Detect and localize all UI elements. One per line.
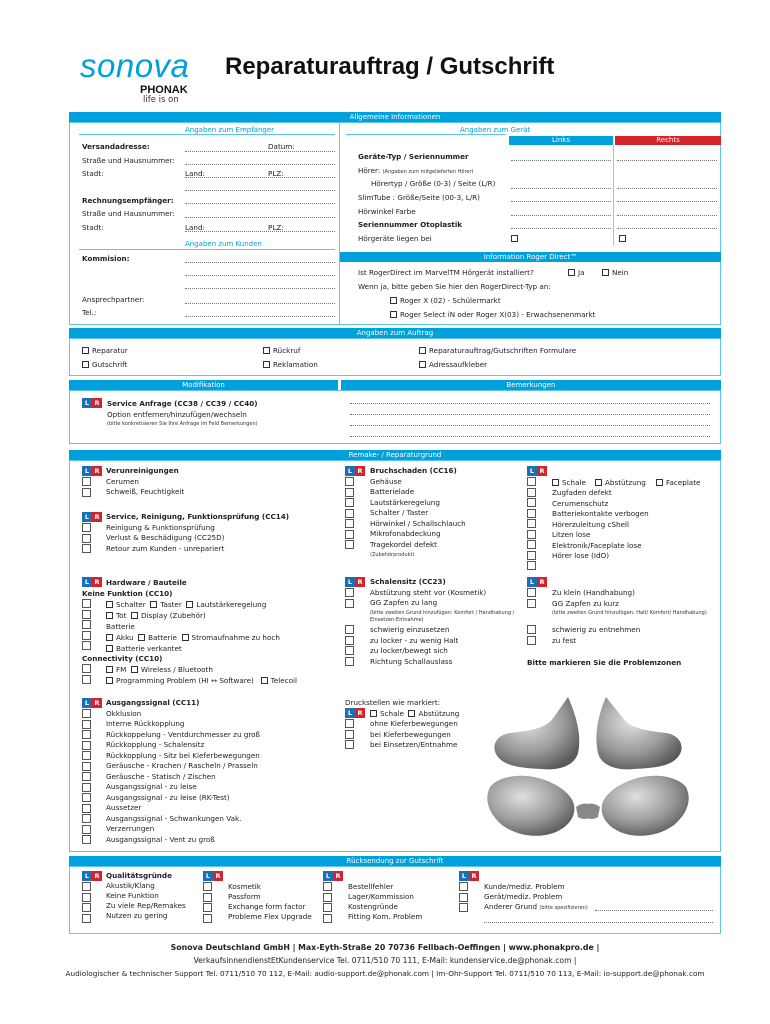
order-forms[interactable]: Reparaturauftrag/Gutschriften Formulare — [419, 346, 576, 355]
g2-lr[interactable]: L R — [203, 871, 223, 881]
rechts-header: Rechts — [615, 136, 721, 145]
hardware-lr[interactable]: L R — [82, 577, 102, 587]
receiver-type-label: Hörertyp / Größe (0-3) / Seite (L/R) — [371, 179, 496, 188]
device-type-label: Geräte-Typ / Seriennummer — [358, 152, 469, 161]
country-label: Land: — [185, 169, 205, 178]
cosmetic-list: Kosmetik Passform Exchange form factor Probleme Flex Upgrade — [228, 882, 312, 921]
verun-list: Verunreinigungen Cerumen Schweiß, Feuchtigkeit — [106, 466, 185, 496]
contact-label: Ansprechpartner: — [82, 295, 145, 304]
footer-support: Audiologischer & technischer Support Tel. 0711/510 70 112, E-Mail: audio-support.de@phonak.com | Im-Ohr-Support Tel. 0711/510 70 113, E-Mail: io-support.de@phonak.com — [65, 969, 705, 978]
modification-bar: Modifikation — [69, 380, 338, 390]
serial-otoplastic-label: Seriennummer Otoplastik — [358, 220, 463, 229]
zip-label: PLZ: — [268, 169, 284, 178]
hand-list2: schwierig zu entnehmen zu fest — [552, 625, 641, 645]
order-credit[interactable]: Gutschrift — [82, 360, 127, 369]
enclosed-left-checkbox[interactable] — [511, 234, 521, 243]
page-title: Reparaturauftrag / Gutschrift — [225, 53, 555, 80]
quality-list: Qualitätsgründe Akustik/Klang Keine Funktion Zu viele Rep/Remakes Nutzen zu gering — [106, 871, 186, 920]
hw-row2[interactable]: Tot Display (Zubehör) — [106, 611, 206, 620]
hw-row4[interactable]: Batterie verkantet — [106, 644, 182, 653]
order-bar: Angaben zum Auftrag — [69, 328, 721, 338]
verun-lr[interactable]: L R — [82, 466, 102, 476]
sitz-list2: schwierig einzusetzen zu locker - zu wenig Halt zu locker/bewegt sich Richtung Schallauslass — [370, 625, 459, 666]
phonak-logo: PHONAK — [140, 84, 188, 96]
city-label: Stadt: — [82, 169, 104, 178]
slimtube-label: SlimTube : Größe/Seite (00-3, L/R) — [358, 193, 480, 202]
connectivity-title: Connectivity (CC10) — [82, 654, 163, 663]
g3-lr[interactable]: L R — [323, 871, 343, 881]
order-complaint[interactable]: Reklamation — [263, 360, 318, 369]
date-label: Datum: — [268, 142, 295, 151]
tagline: life is on — [143, 95, 179, 105]
medical-list: Kunde/mediz. Problem Gerät/mediz. Problem Anderer Grund (bitte spezifizieren) — [484, 882, 588, 911]
batterie-label: Batterie — [106, 622, 135, 631]
billing-label: Rechnungsempfänger: — [82, 196, 174, 205]
druck-list: ohne Kieferbewegungen bei Kieferbewegungen bei Einsetzen/Entnahme — [370, 719, 458, 749]
angle-color-label: Hörwinkel Farbe — [358, 207, 416, 216]
hw-row6[interactable]: Programming Problem (HI ↔ Software) Telecoil — [106, 676, 297, 685]
footer-company: Sonova Deutschland GmbH | Max-Eyth-Straße 20 70736 Fellbach-Oeffingen | www.phonakpro.de | — [170, 943, 600, 952]
commission-label: Kommision: — [82, 254, 130, 263]
ausgang-lr[interactable]: L R — [82, 698, 102, 708]
kf-title: Keine Funktion (CC10) — [82, 589, 173, 598]
service-lr[interactable]: L R — [82, 512, 102, 522]
roger-bar: Information Roger Direct™ — [340, 252, 721, 262]
hardware-title: Hardware / Bauteile — [106, 578, 187, 587]
recipient-heading: Angaben zum Empfänger — [185, 126, 275, 134]
druck-title: Druckstellen wie markiert: — [345, 698, 441, 707]
roger-nein-checkbox[interactable]: Nein — [602, 268, 628, 277]
sitz-lr[interactable]: L R — [345, 577, 365, 587]
faceplate-checkbox[interactable]: Faceplate — [656, 478, 700, 487]
druck-options[interactable]: Schale Abstützung — [370, 709, 459, 718]
roger-x02-checkbox[interactable]: Roger X (02) - Schülermarkt — [390, 296, 501, 305]
device-heading: Angaben zum Gerät — [460, 126, 531, 134]
sonova-logo: sonova — [80, 47, 190, 84]
roger-question: Ist RogerDirect im MarvelTM Hörgerät installiert? — [358, 268, 534, 277]
billing-street-label: Straße und Hausnummer: — [82, 209, 175, 218]
order-labels[interactable]: Adressaufkleber — [419, 360, 487, 369]
order-recall[interactable]: Rückruf — [263, 346, 300, 355]
billing-country-label: Land: — [185, 223, 205, 232]
mod-lr-boxes[interactable]: L R — [82, 398, 102, 408]
mod-note: (bitte konkretisieren Sie Ihre Anfrage im Feld Bemerkungen) — [107, 421, 258, 427]
ear-shell-diagram[interactable] — [480, 695, 700, 845]
customer-heading: Angaben zum Kunden — [185, 240, 262, 248]
enclosed-right-checkbox[interactable] — [619, 234, 629, 243]
hand-lr[interactable]: L R — [527, 577, 547, 587]
schale-lr[interactable]: L R — [527, 466, 547, 476]
option-line: Option entfernen/hinzufügen/wechseln — [107, 410, 247, 419]
roger-ja-checkbox[interactable]: Ja — [568, 268, 585, 277]
general-bar: Allgemeine Informationen — [69, 112, 721, 122]
hand-note: (bitte zweiten Grund hinzufügen: Halt/ Komfort/ Handhabung) — [552, 610, 707, 616]
sitz-note: (bitte zweiten Grund hinzufügen: Komfort / Handhabung / Einsetzen-Entnahme) — [370, 610, 515, 623]
schale-checkbox[interactable]: Schale — [552, 478, 586, 487]
hw-row3[interactable]: Akku Batterie Stromaufnahme zu hoch — [106, 633, 280, 642]
bruch-list: Bruchschaden (CC16) Gehäuse Batterielade Lautstärkeregelung Schalter / Taster Hörwinkel / Schallschlauch Mikrofonabdeckung Tragekordel defekt (Zubehörprodukt) — [370, 466, 466, 558]
street-label: Straße und Hausnummer: — [82, 156, 175, 165]
receiver-label: Hörer: (Angaben zum mitgelieferten Hörer) — [358, 166, 474, 175]
sitz-list: Schalensitz (CC23) Abstützung steht vor (Kosmetik) GG Zapfen zu lang — [370, 577, 487, 607]
credit-return-bar: Rücksendung zur Gutschrift — [69, 856, 721, 866]
devices-enclosed-label: Hörgeräte liegen bei — [358, 234, 432, 243]
remarks-bar: Bemerkungen — [341, 380, 721, 390]
footer-service: VerkaufsinnendienstEtKundenservice Tel. 0711/510 70 111, E-Mail: kundenservice.de@phonak.com | — [193, 956, 577, 965]
hw-row5[interactable]: FM Wireless / Bluetooth — [106, 665, 213, 674]
shipping-address-label: Versandadresse: — [82, 142, 150, 151]
hand-list: Zu klein (Handhabung) GG Zapfen zu kurz — [552, 588, 635, 608]
druck-lr[interactable]: L R — [345, 708, 365, 718]
billing-zip-label: PLZ: — [268, 223, 284, 232]
roger-type-question: Wenn ja, bitte geben Sie hier den RogerDirect-Typ an: — [358, 282, 551, 291]
remake-bar: Remake- / Reparaturgrund — [69, 450, 721, 460]
links-header: Links — [509, 136, 613, 145]
hw-row1[interactable]: Schalter Taster Lautstärkeregelung — [106, 600, 266, 609]
order-repair[interactable]: Reparatur — [82, 346, 128, 355]
service-request-title: Service Anfrage (CC38 / CC39 / CC40) — [107, 399, 258, 408]
schale-list: Zugfaden defekt Cerumenschutz Batteriekontakte verbogen Hörerzuleitung cShell Litzen lose Elektronik/Faceplate lose Hörer lose (IdO) — [552, 488, 649, 560]
g1-lr[interactable]: L R — [82, 871, 102, 881]
service-list: Service, Reinigung, Funktionsprüfung (CC14) Reinigung & Funktionsprüfung Verlust & Beschädigung (CC25D) Retour zum Kunden - unrepariert — [106, 512, 290, 553]
ausgang-list: Ausgangssignal (CC11) Okklusion Interne Rückkopplung Rückkoppelung - Ventdurchmesser zu groß Rückkopplung - Schalensitz Rückkopplung - Sitz bei Kieferbewegungen Geräusche - Krachen / Rascheln / Prasseln Geräusche - Statisch / Zischen Ausgangssignal - zu leise Ausgangssignal - zu leise (RK-Test) Aussetzer Ausgangssignal - Schwankungen Vak. Verzerrungen Ausgangssignal - Vent zu groß — [106, 698, 261, 844]
mark-zones-label: Bitte markieren Sie die Problemzonen — [527, 658, 682, 667]
order-error-list: Bestellfehler Lager/Kommission Kostengründe Fitting Kom. Problem — [348, 882, 423, 921]
roger-select-checkbox[interactable]: Roger Select iN oder Roger X(03) - Erwachsenenmarkt — [390, 310, 596, 319]
bruch-lr[interactable]: L R — [345, 466, 365, 476]
phone-label: Tel.: — [82, 308, 97, 317]
abstuetzung-checkbox[interactable]: Abstützung — [595, 478, 646, 487]
billing-city-label: Stadt: — [82, 223, 104, 232]
g4-lr[interactable]: L R — [459, 871, 479, 881]
